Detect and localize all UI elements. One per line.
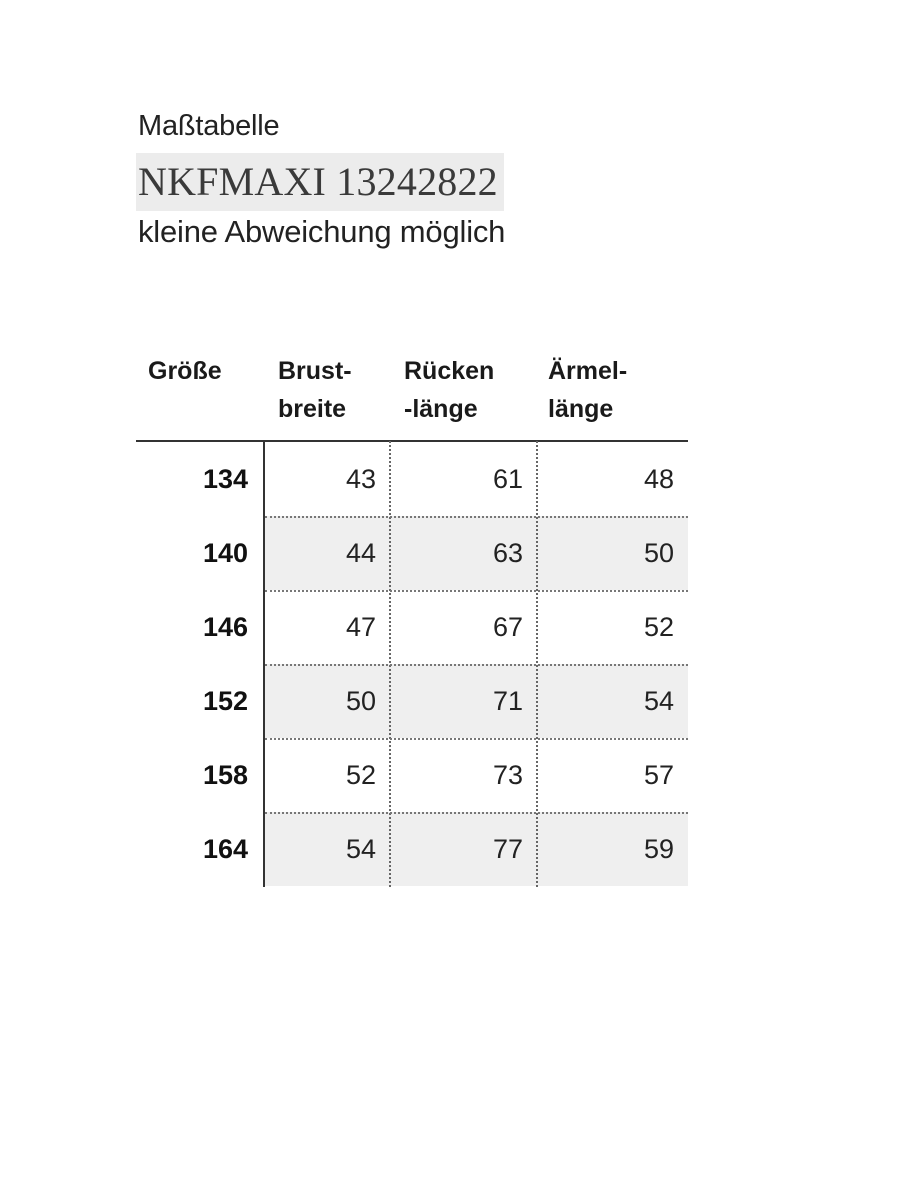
chest-width-cell: 47 <box>345 612 376 642</box>
sleeve-length-cell: 52 <box>643 612 674 642</box>
size-cell: 134 <box>202 464 248 494</box>
header-sleeve-line2: länge <box>548 395 614 423</box>
header-sleeve-length <box>548 352 627 428</box>
header-chest-line1: Brust- <box>278 357 352 385</box>
back-length-cell: 67 <box>492 612 523 642</box>
sleeve-length-cell: 59 <box>643 834 674 864</box>
deviation-note: kleine Abweichung möglich <box>138 214 506 249</box>
chest-width-cell: 54 <box>345 834 376 864</box>
model-number: NKFMAXI 13242822 <box>136 153 504 211</box>
sleeve-length-cell: 54 <box>643 686 674 716</box>
size-table <box>136 352 688 888</box>
size-cell: 158 <box>202 760 248 790</box>
document-heading: Maßtabelle <box>138 110 280 142</box>
header-back-line2: -länge <box>404 395 478 423</box>
sleeve-length-cell: 50 <box>643 538 674 568</box>
size-cell: 140 <box>202 538 248 568</box>
back-length-cell: 73 <box>492 760 523 790</box>
sleeve-length-cell: 57 <box>643 760 674 790</box>
size-cell: 146 <box>202 612 248 642</box>
chest-width-cell: 50 <box>345 686 376 716</box>
back-length-cell: 71 <box>492 686 523 716</box>
chest-width-cell: 44 <box>345 538 376 568</box>
back-length-cell: 63 <box>492 538 523 568</box>
header-chest-line2: breite <box>278 395 347 423</box>
sleeve-length-cell: 48 <box>643 464 674 494</box>
header-back-length <box>404 352 494 428</box>
header-size <box>148 352 222 390</box>
header-chest-width <box>278 352 352 428</box>
header-size-label: Größe <box>148 357 222 385</box>
back-length-cell: 77 <box>492 834 523 864</box>
header-back-line1: Rücken <box>404 357 495 385</box>
size-cell: 164 <box>202 834 248 864</box>
header-sleeve-line1: Ärmel- <box>548 357 628 385</box>
size-cell: 152 <box>202 686 248 716</box>
back-length-cell: 61 <box>492 464 523 494</box>
chest-width-cell: 52 <box>345 760 376 790</box>
chest-width-cell: 43 <box>345 464 376 494</box>
